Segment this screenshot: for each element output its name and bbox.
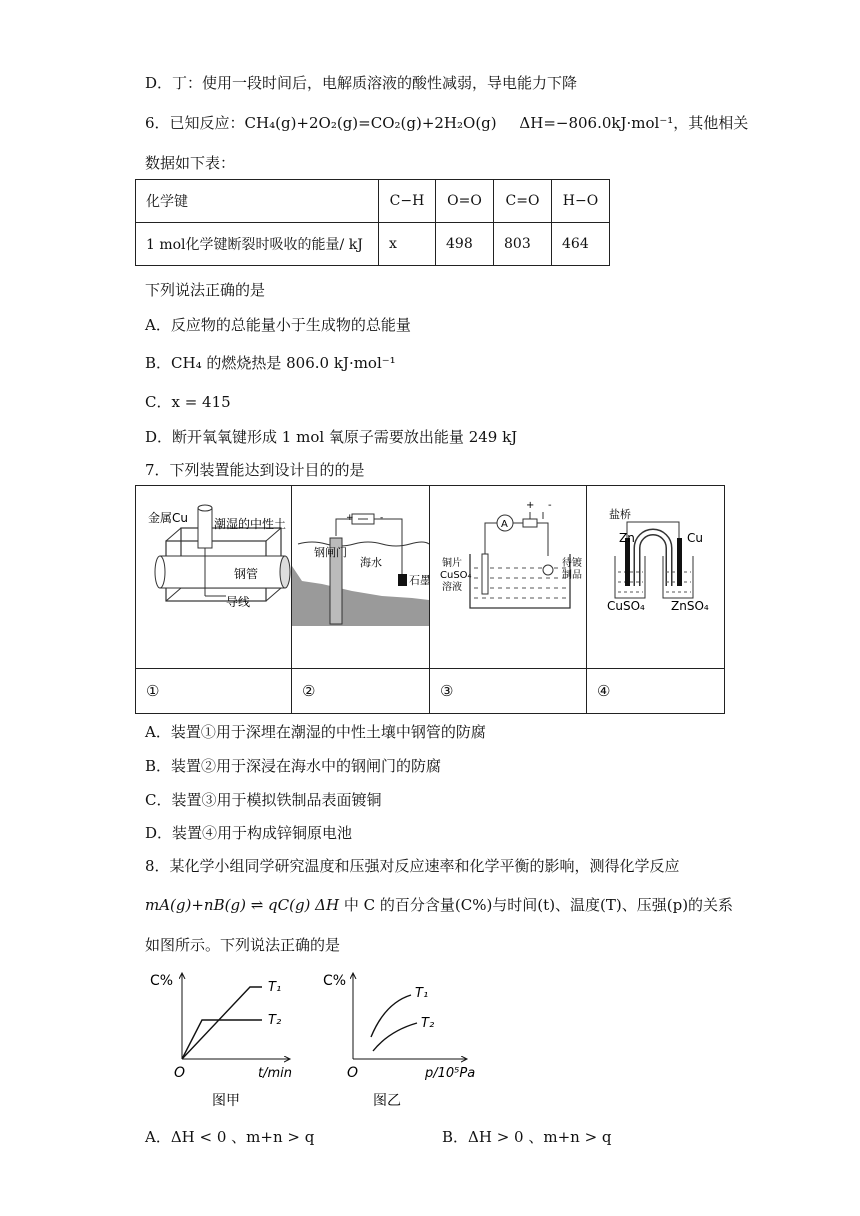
q8-stem-tail: 中 C 的百分含量(C%)与时间(t)、温度(T)、压强(p)的关系 <box>339 896 734 914</box>
q7-stem: 7．下列装置能达到设计目的的是 <box>145 461 365 479</box>
table-header-cell: H−O <box>552 180 610 223</box>
svg-text:-: - <box>548 500 552 511</box>
graph-jia-t1: T₁ <box>268 980 282 995</box>
fig3-sol1-label: CuSO₄ <box>440 570 472 581</box>
graph-yi-caption: 图乙 <box>373 1093 401 1109</box>
fig3-obj2-label: 制品 <box>562 570 582 581</box>
q6-enthalpy: ΔH=−806.0kJ·mol⁻¹ <box>519 114 674 132</box>
table-cell: 498 <box>436 223 494 266</box>
buried-pipe-diagram <box>136 486 291 664</box>
fig4-s2-label: ZnSO₄ <box>671 599 709 613</box>
svg-text:+: + <box>346 513 354 523</box>
q8-stem-line2 <box>145 894 733 915</box>
ammeter-symbol: A <box>501 519 508 530</box>
q8-option-a: A．ΔH < 0 、m+n > q <box>145 1128 315 1146</box>
graph-yi <box>315 965 485 1115</box>
table-row <box>136 669 725 714</box>
table-cell: 803 <box>494 223 552 266</box>
q8-stem-line1: 8．某化学小组同学研究温度和压强对反应速率和化学平衡的影响，测得化学反应 <box>145 857 680 875</box>
graph-jia-t2: T₂ <box>268 1013 282 1028</box>
fig4-zn-label: Zn <box>619 531 635 545</box>
q8-stem-line3: 如图所示。下列说法正确的是 <box>145 936 341 954</box>
device-label: ④ <box>587 669 725 714</box>
table-header-cell: C−H <box>379 180 436 223</box>
fig4-s1-label: CuSO₄ <box>607 599 645 613</box>
fig1-wire-label: 导线 <box>226 595 251 609</box>
curve-t1 <box>371 995 411 1037</box>
graph-yi-t2: T₂ <box>421 1016 435 1031</box>
q8-reaction: mA(g)+nB(g) ⇌ qC(g) ΔH <box>145 896 340 914</box>
q6-stem <box>145 112 748 133</box>
electroplating-diagram <box>430 486 586 664</box>
device-figure-1 <box>136 486 292 669</box>
table-row <box>136 180 610 223</box>
table-cell: 464 <box>552 223 610 266</box>
graph-jia <box>140 965 310 1115</box>
curve-t2 <box>182 1020 262 1059</box>
fig4-bridge-label: 盐桥 <box>609 508 631 521</box>
q7-option-b: B．装置②用于深浸在海水中的钢闸门的防腐 <box>145 757 442 775</box>
table-cell: x <box>379 223 436 266</box>
svg-text:+: + <box>526 500 535 511</box>
q6-stem-line2: 数据如下表： <box>145 154 236 172</box>
q7-option-c: C．装置③用于模拟铁制品表面镀铜 <box>145 791 382 809</box>
device-label: ③ <box>430 669 587 714</box>
q6-option-a: A．反应物的总能量小于生成物的总能量 <box>145 316 411 334</box>
q6-option-c: C．x = 415 <box>145 393 231 411</box>
fig4-cu-label: Cu <box>687 531 703 545</box>
table-header-cell: 化学键 <box>136 180 379 223</box>
fig2-graphite-label: 石墨 <box>409 574 429 587</box>
device-figure-4 <box>587 486 725 669</box>
sea-gate-diagram <box>292 486 429 664</box>
device-figure-2 <box>292 486 430 669</box>
q7-option-a: A．装置①用于深埋在潮湿的中性土壤中钢管的防腐 <box>145 723 486 741</box>
graph-yi-x-label: p/10⁵Pa <box>425 1066 476 1081</box>
fig1-cu-label: 金属Cu <box>148 511 188 525</box>
fig3-cu-label: 铜片 <box>442 558 462 569</box>
fig3-obj1-label: 待镀 <box>562 558 582 569</box>
q6-tail: ，其他相关 <box>673 114 749 132</box>
device-label: ① <box>136 669 292 714</box>
table-header-cell: C=O <box>494 180 552 223</box>
device-label: ② <box>292 669 430 714</box>
graph-jia-origin: O <box>174 1065 186 1081</box>
device-figure-3 <box>430 486 587 669</box>
q8-option-b: B．ΔH > 0 、m+n > q <box>442 1128 612 1146</box>
graph-yi-t1: T₁ <box>415 986 429 1001</box>
fig1-soil-label: 潮湿的中性土 <box>214 517 287 531</box>
table-cell: 1 mol化学键断裂时吸收的能量/ kJ <box>136 223 379 266</box>
curve-t2 <box>373 1023 417 1051</box>
table-row <box>136 486 725 669</box>
device-table <box>135 485 725 714</box>
q6-lead: 6．已知反应： <box>145 114 245 132</box>
graph-jia-x-label: t/min <box>258 1066 292 1081</box>
graph-yi-origin: O <box>347 1065 359 1081</box>
svg-text:-: - <box>380 513 384 523</box>
graph-yi-y-label: C% <box>323 973 347 989</box>
fig2-sea-label: 海水 <box>360 556 382 569</box>
fig1-pipe-label: 钢管 <box>234 567 259 581</box>
q6-option-d: D．断开氧氧键形成 1 mol 氧原子需要放出能量 249 kJ <box>145 428 518 446</box>
q6-option-b: B．CH₄ 的燃烧热是 806.0 kJ·mol⁻¹ <box>145 354 396 372</box>
galvanic-cell-diagram <box>587 486 724 664</box>
bond-energy-table <box>135 179 610 266</box>
table-header-cell: O=O <box>436 180 494 223</box>
graph-jia-y-label: C% <box>150 973 174 989</box>
q5-option-d: D．丁：使用一段时间后，电解质溶液的酸性减弱，导电能力下降 <box>145 74 578 92</box>
curve-t1 <box>182 987 262 1059</box>
graph-jia-caption: 图甲 <box>212 1093 240 1109</box>
fig3-sol2-label: 溶液 <box>442 582 462 593</box>
q6-equation: CH₄(g)+2O₂(g)=CO₂(g)+2H₂O(g) <box>244 114 497 132</box>
q6-ask: 下列说法正确的是 <box>145 281 266 299</box>
q7-option-d: D．装置④用于构成锌铜原电池 <box>145 824 353 842</box>
table-row <box>136 223 610 266</box>
fig2-gate-label: 钢闸门 <box>314 546 347 559</box>
